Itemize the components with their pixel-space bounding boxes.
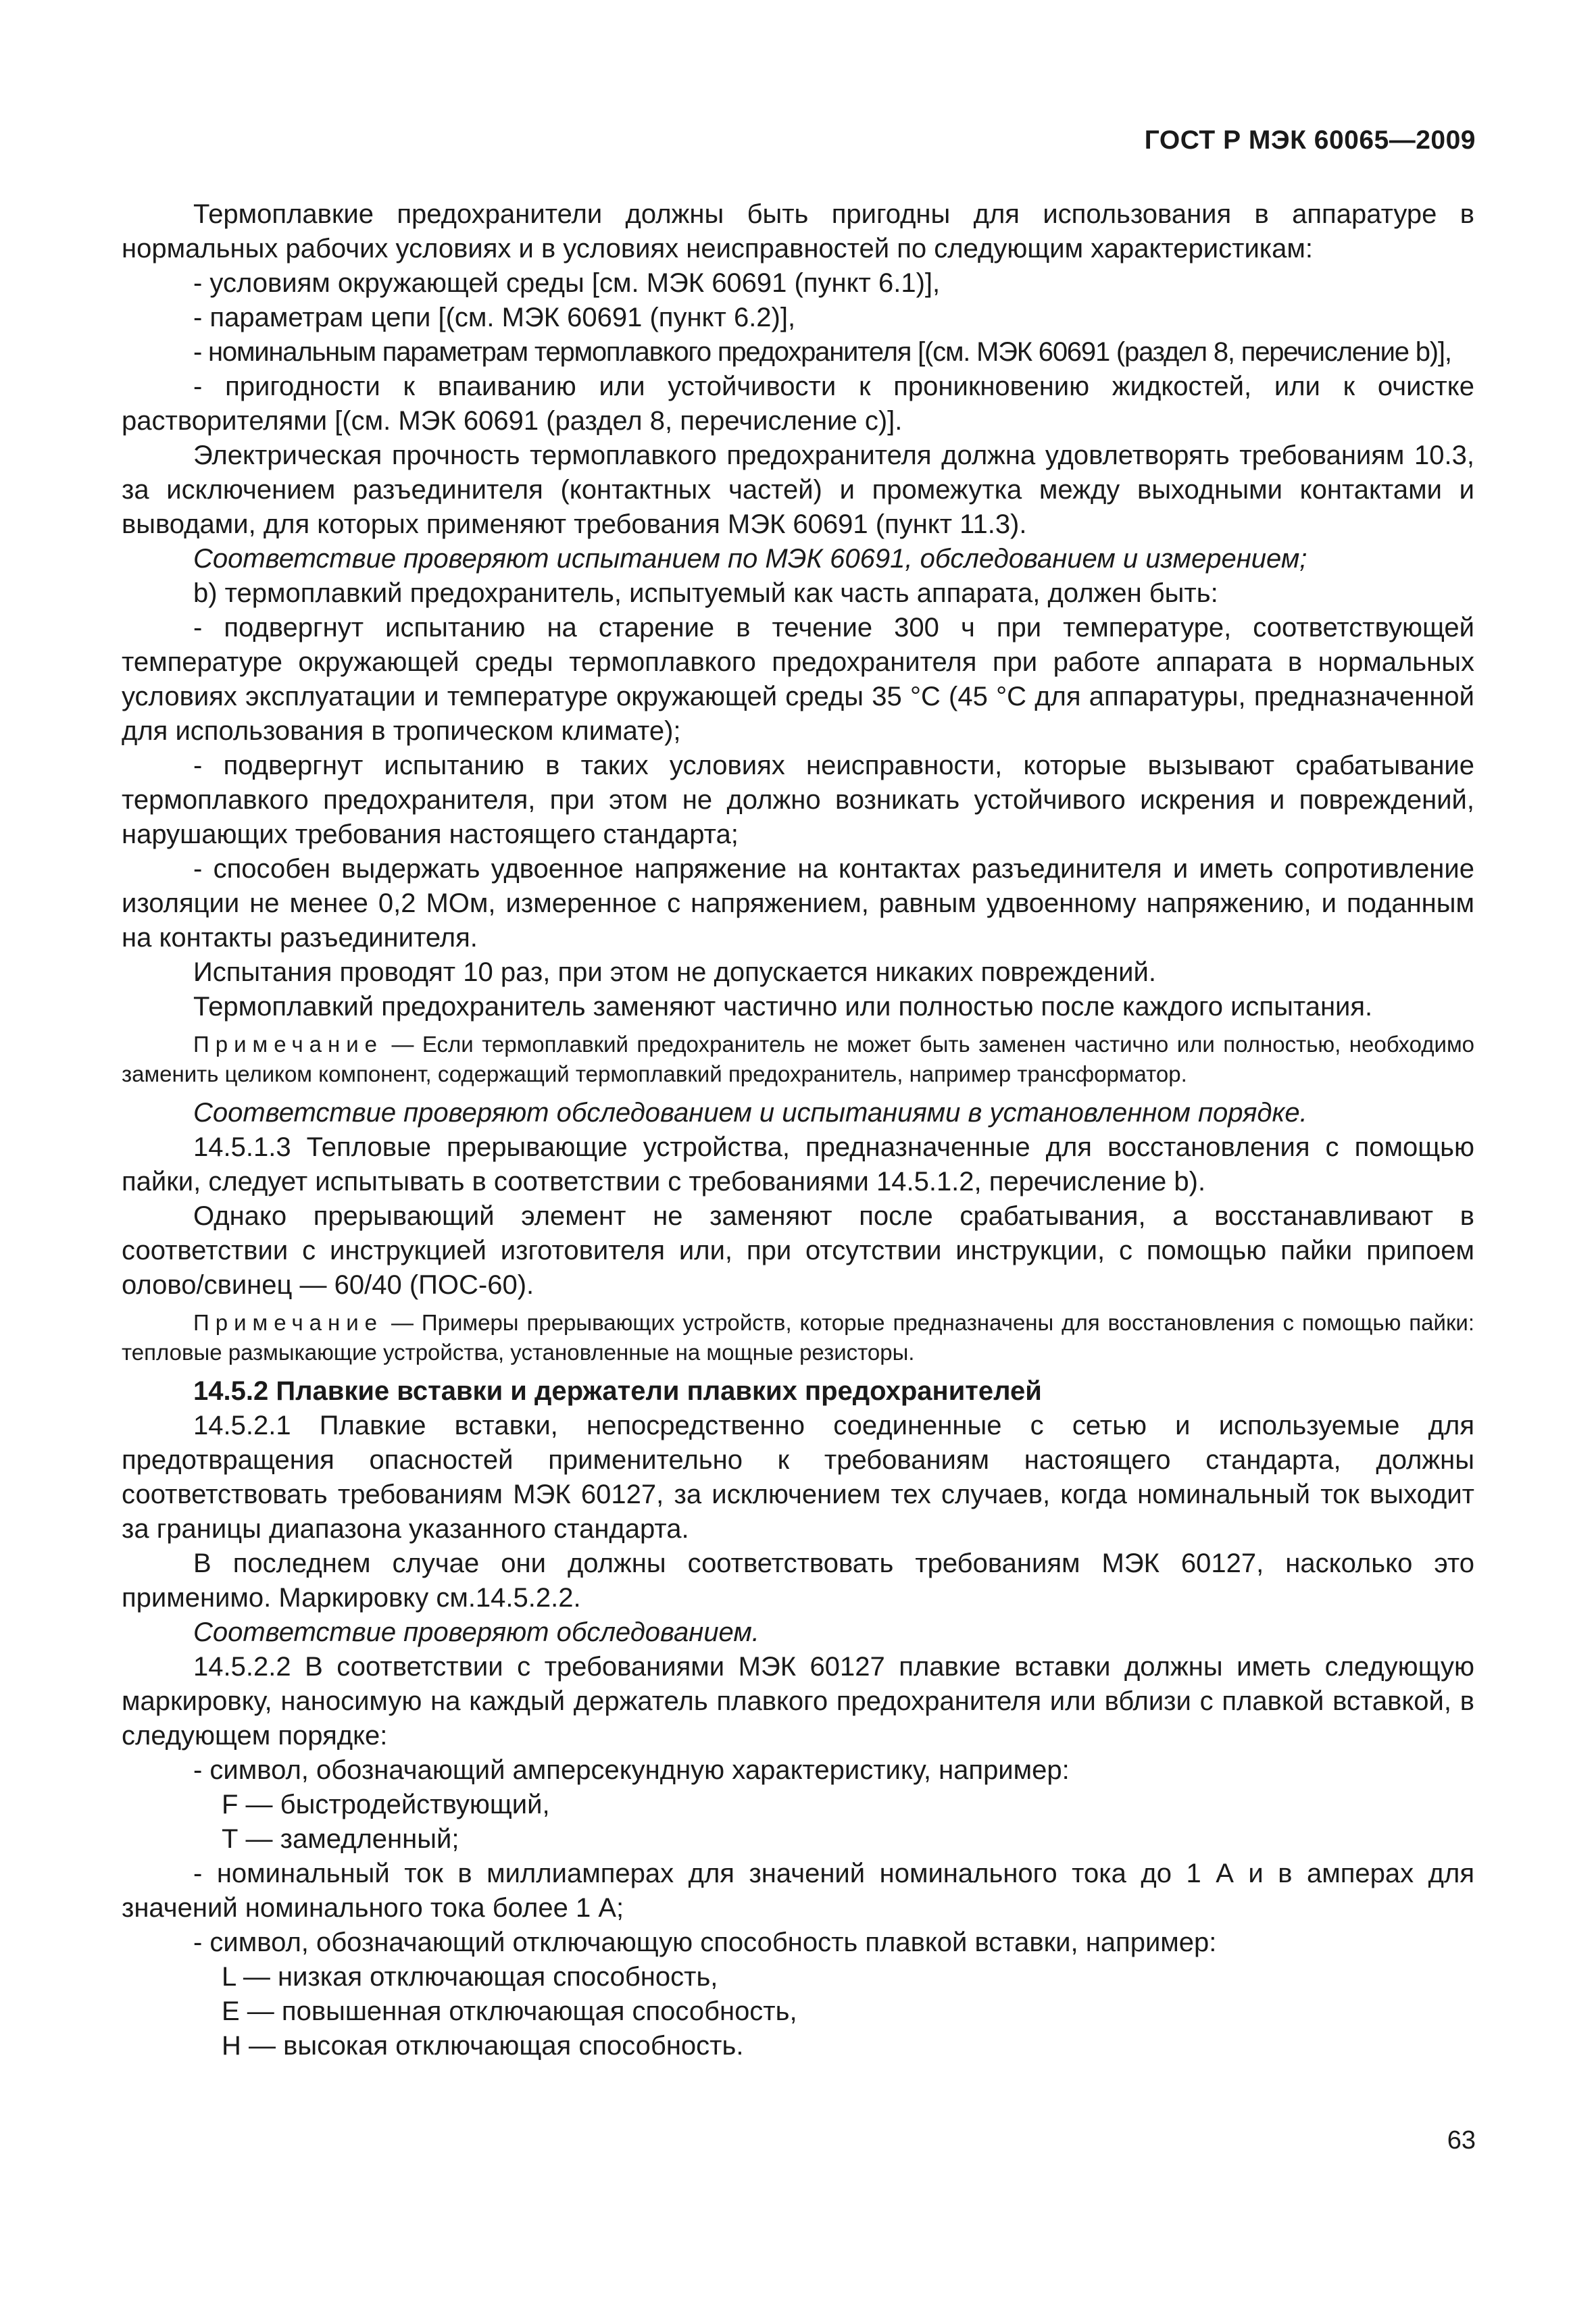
compliance-statement: Соответствие проверяют испытанием по МЭК 60691, обследованием и измерением; bbox=[193, 544, 1307, 574]
page-number: 63 bbox=[1447, 2126, 1476, 2155]
paragraph: Электрическая прочность термоплавкого предохранителя должна удовлетворять требованиям 10.3, за исключением разъединителя (контактных частей) и промежутка между выходными контактами и выводами, для которых применяют требования МЭК 60691 (пункт 11.3). bbox=[122, 441, 1474, 539]
paragraph: Однако прерывающий элемент не заменяют после срабатывания, а восстанавливают в соответствии с инструкцией изготовителя или, при отсутствии инструкции, с помощью пайки припоем олово/свинец — 60/40 (ПОС-60). bbox=[122, 1201, 1474, 1300]
compliance-statement: Соответствие проверяют обследованием. bbox=[193, 1617, 759, 1647]
note-text: — Примеры прерывающих устройств, которые предназначены для восстановления с помощью пайки: тепловые размыкающие устройства, установленные на мощные резисторы. bbox=[122, 1310, 1474, 1365]
sub-list-item: Т — замедленный; bbox=[222, 1824, 459, 1854]
list-item: - символ, обозначающий отключающую способность плавкой вставки, например: bbox=[193, 1928, 1217, 1957]
paragraph: В последнем случае они должны соответствовать требованиям МЭК 60127, насколько это применимо. Маркировку см.14.5.2.2. bbox=[122, 1549, 1474, 1613]
list-item: - символ, обозначающий амперсекундную характеристику, например: bbox=[193, 1755, 1070, 1785]
paragraph: 14.5.2.2 В соответствии с требованиями МЭК 60127 плавкие вставки должны иметь следующую маркировку, наносимую на каждый держатель плавкого предохранителя или вблизи с плавкой вставкой, в следующем порядке: bbox=[122, 1652, 1474, 1751]
paragraph: Испытания проводят 10 раз, при этом не допускается никаких повреждений. bbox=[193, 957, 1156, 987]
note bbox=[122, 1308, 1474, 1367]
sub-list-item: Е — повышенная отключающая способность, bbox=[222, 1996, 797, 2026]
list-item: - пригодности к впаиванию или устойчивости к проникновению жидкостей, или к очистке растворителями [(см. МЭК 60691 (раздел 8, перечисление с)]. bbox=[122, 372, 1474, 436]
compliance-statement: Соответствие проверяют обследованием и испытаниями в установленном порядке. bbox=[193, 1098, 1307, 1128]
list-item: - параметрам цепи [(см. МЭК 60691 (пункт 6.2)], bbox=[193, 303, 796, 332]
document-body bbox=[122, 197, 1474, 2063]
paragraph: Термоплавкие предохранители должны быть пригодны для использования в аппаратуре в нормальных рабочих условиях и в условиях неисправностей по следующим характеристикам: bbox=[122, 199, 1474, 263]
paragraph: 14.5.1.3 Тепловые прерывающие устройства, предназначенные для восстановления с помощью пайки, следует испытывать в соответствии с требованиями 14.5.1.2, перечисление b). bbox=[122, 1132, 1474, 1197]
list-item: - номинальный ток в миллиамперах для значений номинального тока до 1 А и в амперах для значений номинального тока более 1 А; bbox=[122, 1859, 1474, 1923]
note-label: Примечание bbox=[193, 1032, 384, 1057]
note-text: — Если термоплавкий предохранитель не может быть заменен частично или полностью, необходимо заменить целиком компонент, содержащий термоплавкий предохранитель, например трансформатор. bbox=[122, 1032, 1474, 1086]
paragraph: Термоплавкий предохранитель заменяют частично или полностью после каждого испытания. bbox=[193, 992, 1373, 1022]
list-item: - способен выдержать удвоенное напряжение на контактах разъединителя и иметь сопротивление изоляции не менее 0,2 МОм, измеренное с напряжением, равным удвоенному напряжению, и поданным на контакты разъединителя. bbox=[122, 854, 1474, 953]
note-label: Примечание bbox=[193, 1310, 384, 1335]
list-item: - условиям окружающей среды [см. МЭК 60691 (пункт 6.1)], bbox=[193, 268, 941, 298]
paragraph: 14.5.2.1 Плавкие вставки, непосредственно соединенные с сетью и используемые для предотвращения опасностей применительно к требованиям настоящего стандарта, должны соответствовать требованиям МЭК 60127, за исключением тех случаев, когда номинальный ток выходит за границы диапазона указанного стандарта. bbox=[122, 1411, 1474, 1544]
section-heading: 14.5.2 Плавкие вставки и держатели плавких предохранителей bbox=[193, 1376, 1042, 1406]
sub-list-item: L — низкая отключающая способность, bbox=[222, 1962, 718, 1992]
sub-list-item: F — быстродействующий, bbox=[222, 1790, 550, 1819]
document-header: ГОСТ Р МЭК 60065—2009 bbox=[1144, 126, 1476, 155]
note bbox=[122, 1030, 1474, 1089]
sub-list-item: Н — высокая отключающая способность. bbox=[222, 2031, 744, 2061]
list-item: - номинальным параметрам термоплавкого предохранителя [(см. МЭК 60691 (раздел 8, перечисление b)], bbox=[193, 337, 1451, 367]
list-item: - подвергнут испытанию на старение в течение 300 ч при температуре, соответствующей температуре окружающей среды термоплавкого предохранителя при работе аппарата в нормальных условиях эксплуатации и температуре окружающей среды 35 °С (45 °С для аппаратуры, предназначенной для использования в тропическом климате); bbox=[122, 613, 1474, 746]
list-item: b) термоплавкий предохранитель, испытуемый как часть аппарата, должен быть: bbox=[193, 578, 1218, 608]
list-item: - подвергнут испытанию в таких условиях неисправности, которые вызывают срабатывание термоплавкого предохранителя, при этом не должно возникать устойчивого искрения и повреждений, нарушающих требования настоящего стандарта; bbox=[122, 751, 1474, 849]
